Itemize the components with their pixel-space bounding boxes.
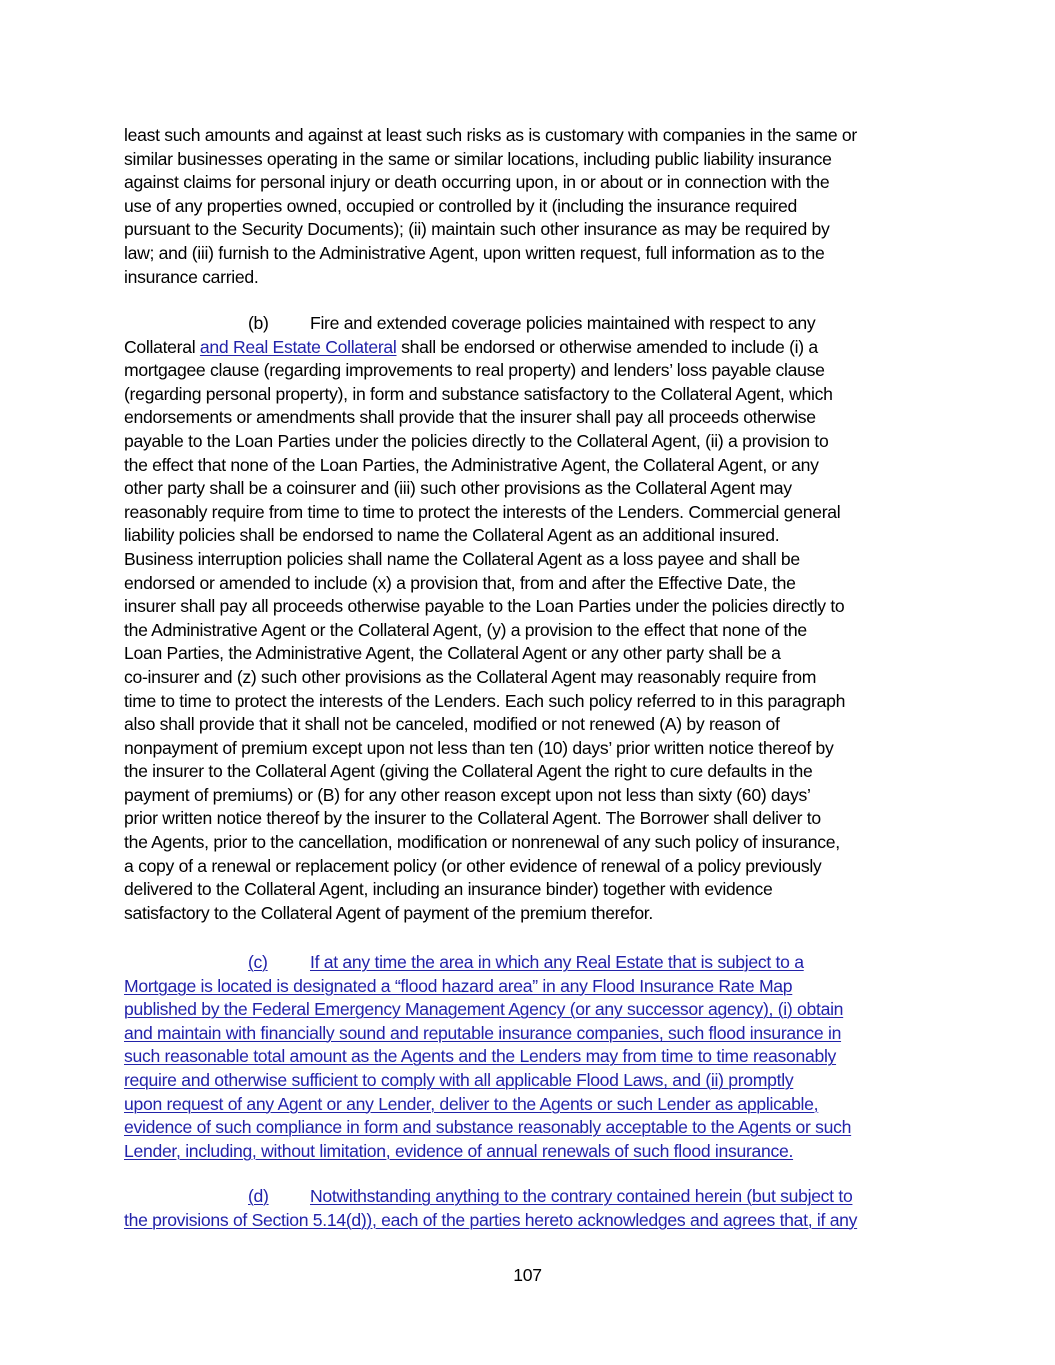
text-line: (regarding personal property), in form and substance satisfactory to the Collateral Agent, which bbox=[124, 383, 833, 404]
text-line: also shall provide that it shall not be canceled, modified or not renewed (A) by reason of bbox=[124, 714, 780, 735]
text-line: endorsements or amendments shall provide that the insurer shall pay all proceeds otherwise bbox=[124, 407, 816, 428]
inserted-line-wrap bbox=[124, 1045, 936, 1069]
text-line: prior written notice thereof by the insurer to the Collateral Agent. The Borrower shall deliver to bbox=[124, 808, 821, 829]
text-line: time to time to protect the interests of the Lenders. Each such policy referred to in this paragraph bbox=[124, 690, 846, 711]
paragraph-number-wrap bbox=[248, 1185, 310, 1209]
inserted-text-line: require and otherwise sufficient to comply with all applicable Flood Laws, and (ii) promptly bbox=[124, 1069, 794, 1090]
text-line: mortgagee clause (regarding improvements to real property) and lenders’ loss payable clause bbox=[124, 360, 825, 381]
inserted-line-wrap bbox=[124, 1069, 936, 1093]
inserted-line-wrap bbox=[124, 1209, 936, 1233]
paragraph-b-first-line bbox=[124, 312, 936, 336]
inserted-text-segment: If at any time the area in which any Real Estate that is subject to a bbox=[310, 952, 804, 972]
paragraph-number: (c) bbox=[248, 952, 268, 972]
inserted-text-segment: Notwithstanding anything to the contrary contained herein (but subject to bbox=[310, 1186, 853, 1206]
text-segment: shall be endorsed or otherwise amended to include (i) a bbox=[396, 336, 818, 357]
text-line: the insurer to the Collateral Agent (giving the Collateral Agent the right to cure defaults in the bbox=[124, 761, 813, 782]
text-line: insurer shall pay all proceeds otherwise payable to the Loan Parties under the policies directly to bbox=[124, 596, 845, 617]
inserted-text-line: the provisions of Section 5.14(d)), each of the parties hereto acknowledges and agrees that, if any bbox=[124, 1209, 858, 1230]
text-line: Business interruption policies shall name the Collateral Agent as a loss payee and shall be bbox=[124, 548, 800, 569]
paragraph-d-inserted bbox=[124, 1185, 936, 1232]
paragraph-c-inserted bbox=[124, 951, 936, 1163]
paragraph-c-first-line bbox=[124, 951, 936, 975]
text-line: use of any properties owned, occupied or controlled by it (including the insurance required bbox=[124, 195, 797, 216]
paragraph-a-continuation bbox=[124, 124, 936, 289]
text-line: against claims for personal injury or death occurring upon, in or about or in connection with the bbox=[124, 172, 830, 193]
inserted-text-line: upon request of any Agent or any Lender, deliver to the Agents or such Lender as applicable, bbox=[124, 1093, 819, 1114]
inserted-line-wrap bbox=[124, 1116, 936, 1140]
paragraph-b-second-line bbox=[124, 336, 936, 360]
text-line: least such amounts and against at least such risks as is customary with companies in the same or bbox=[124, 125, 857, 145]
inserted-line-wrap bbox=[124, 1093, 936, 1117]
text-line: payable to the Loan Parties under the policies directly to the Collateral Agent, (ii) a provision to bbox=[124, 430, 829, 451]
paragraph-number: (b) bbox=[248, 313, 269, 333]
text-line: satisfactory to the Collateral Agent of payment of the premium therefor. bbox=[124, 902, 653, 923]
text-line: similar businesses operating in the same or similar locations, including public liability insurance bbox=[124, 148, 832, 169]
text-segment: Fire and extended coverage policies maintained with respect to any bbox=[310, 313, 816, 333]
text-line: pursuant to the Security Documents); (ii) maintain such other insurance as may be required by bbox=[124, 219, 830, 240]
text-line: the Agents, prior to the cancellation, modification or nonrenewal of any such policy of insurance, bbox=[124, 832, 840, 853]
inserted-text-line: published by the Federal Emergency Management Agency (or any successor agency), (i) obtain bbox=[124, 999, 844, 1020]
inserted-line-wrap bbox=[124, 998, 936, 1022]
paragraph-b bbox=[124, 312, 936, 925]
text-line: reasonably require from time to time to protect the interests of the Lenders. Commercial general bbox=[124, 501, 841, 522]
text-segment: Collateral bbox=[124, 336, 200, 357]
paragraph-d-first-line bbox=[124, 1185, 936, 1209]
text-line: nonpayment of premium except upon not less than ten (10) days’ prior written notice thereof by bbox=[124, 737, 834, 758]
inserted-text-line: and maintain with financially sound and reputable insurance companies, such flood insurance in bbox=[124, 1022, 842, 1043]
paragraph-number: (d) bbox=[248, 1186, 269, 1206]
text-line: payment of premiums) or (B) for any other reason except upon not less than sixty (60) days’ bbox=[124, 784, 811, 805]
page-number: 107 bbox=[513, 1265, 542, 1285]
inserted-text-link[interactable]: and Real Estate Collateral bbox=[199, 336, 397, 357]
inserted-text-line: Mortgage is located is designated a “flood hazard area” in any Flood Insurance Rate Map bbox=[124, 975, 793, 996]
text-line: co-insurer and (z) such other provisions as the Collateral Agent may reasonably require from bbox=[124, 666, 817, 687]
text-line: law; and (iii) furnish to the Administrative Agent, upon written request, full information as to the bbox=[124, 242, 825, 263]
inserted-text-line: Lender, including, without limitation, evidence of annual renewals of such flood insurance. bbox=[124, 1140, 794, 1161]
text-line: liability policies shall be endorsed to name the Collateral Agent as an additional insured. bbox=[124, 525, 780, 546]
text-line: the effect that none of the Loan Parties, the Administrative Agent, the Collateral Agent, or any bbox=[124, 454, 819, 475]
inserted-text-line: such reasonable total amount as the Agents and the Lenders may from time to time reasonably bbox=[124, 1046, 837, 1067]
paragraph-number-wrap bbox=[248, 951, 310, 975]
inserted-line-wrap bbox=[124, 1022, 936, 1046]
text-line: endorsed or amended to include (x) a provision that, from and after the Effective Date, the bbox=[124, 572, 796, 593]
text-line: delivered to the Collateral Agent, including an insurance binder) together with evidence bbox=[124, 879, 773, 900]
text-line: a copy of a renewal or replacement policy (or other evidence of renewal of a policy previously bbox=[124, 855, 822, 876]
inserted-line-wrap bbox=[124, 975, 936, 999]
text-line: insurance carried. bbox=[124, 266, 259, 287]
text-line: the Administrative Agent or the Collateral Agent, (y) a provision to the effect that none of the bbox=[124, 619, 807, 640]
inserted-line-wrap bbox=[124, 1140, 936, 1164]
text-line: other party shall be a coinsurer and (iii) such other provisions as the Collateral Agent may bbox=[124, 478, 792, 499]
inserted-text-line: evidence of such compliance in form and substance reasonably acceptable to the Agents or such bbox=[124, 1117, 852, 1138]
text-line: Loan Parties, the Administrative Agent, the Collateral Agent or any other party shall be a bbox=[124, 643, 781, 664]
